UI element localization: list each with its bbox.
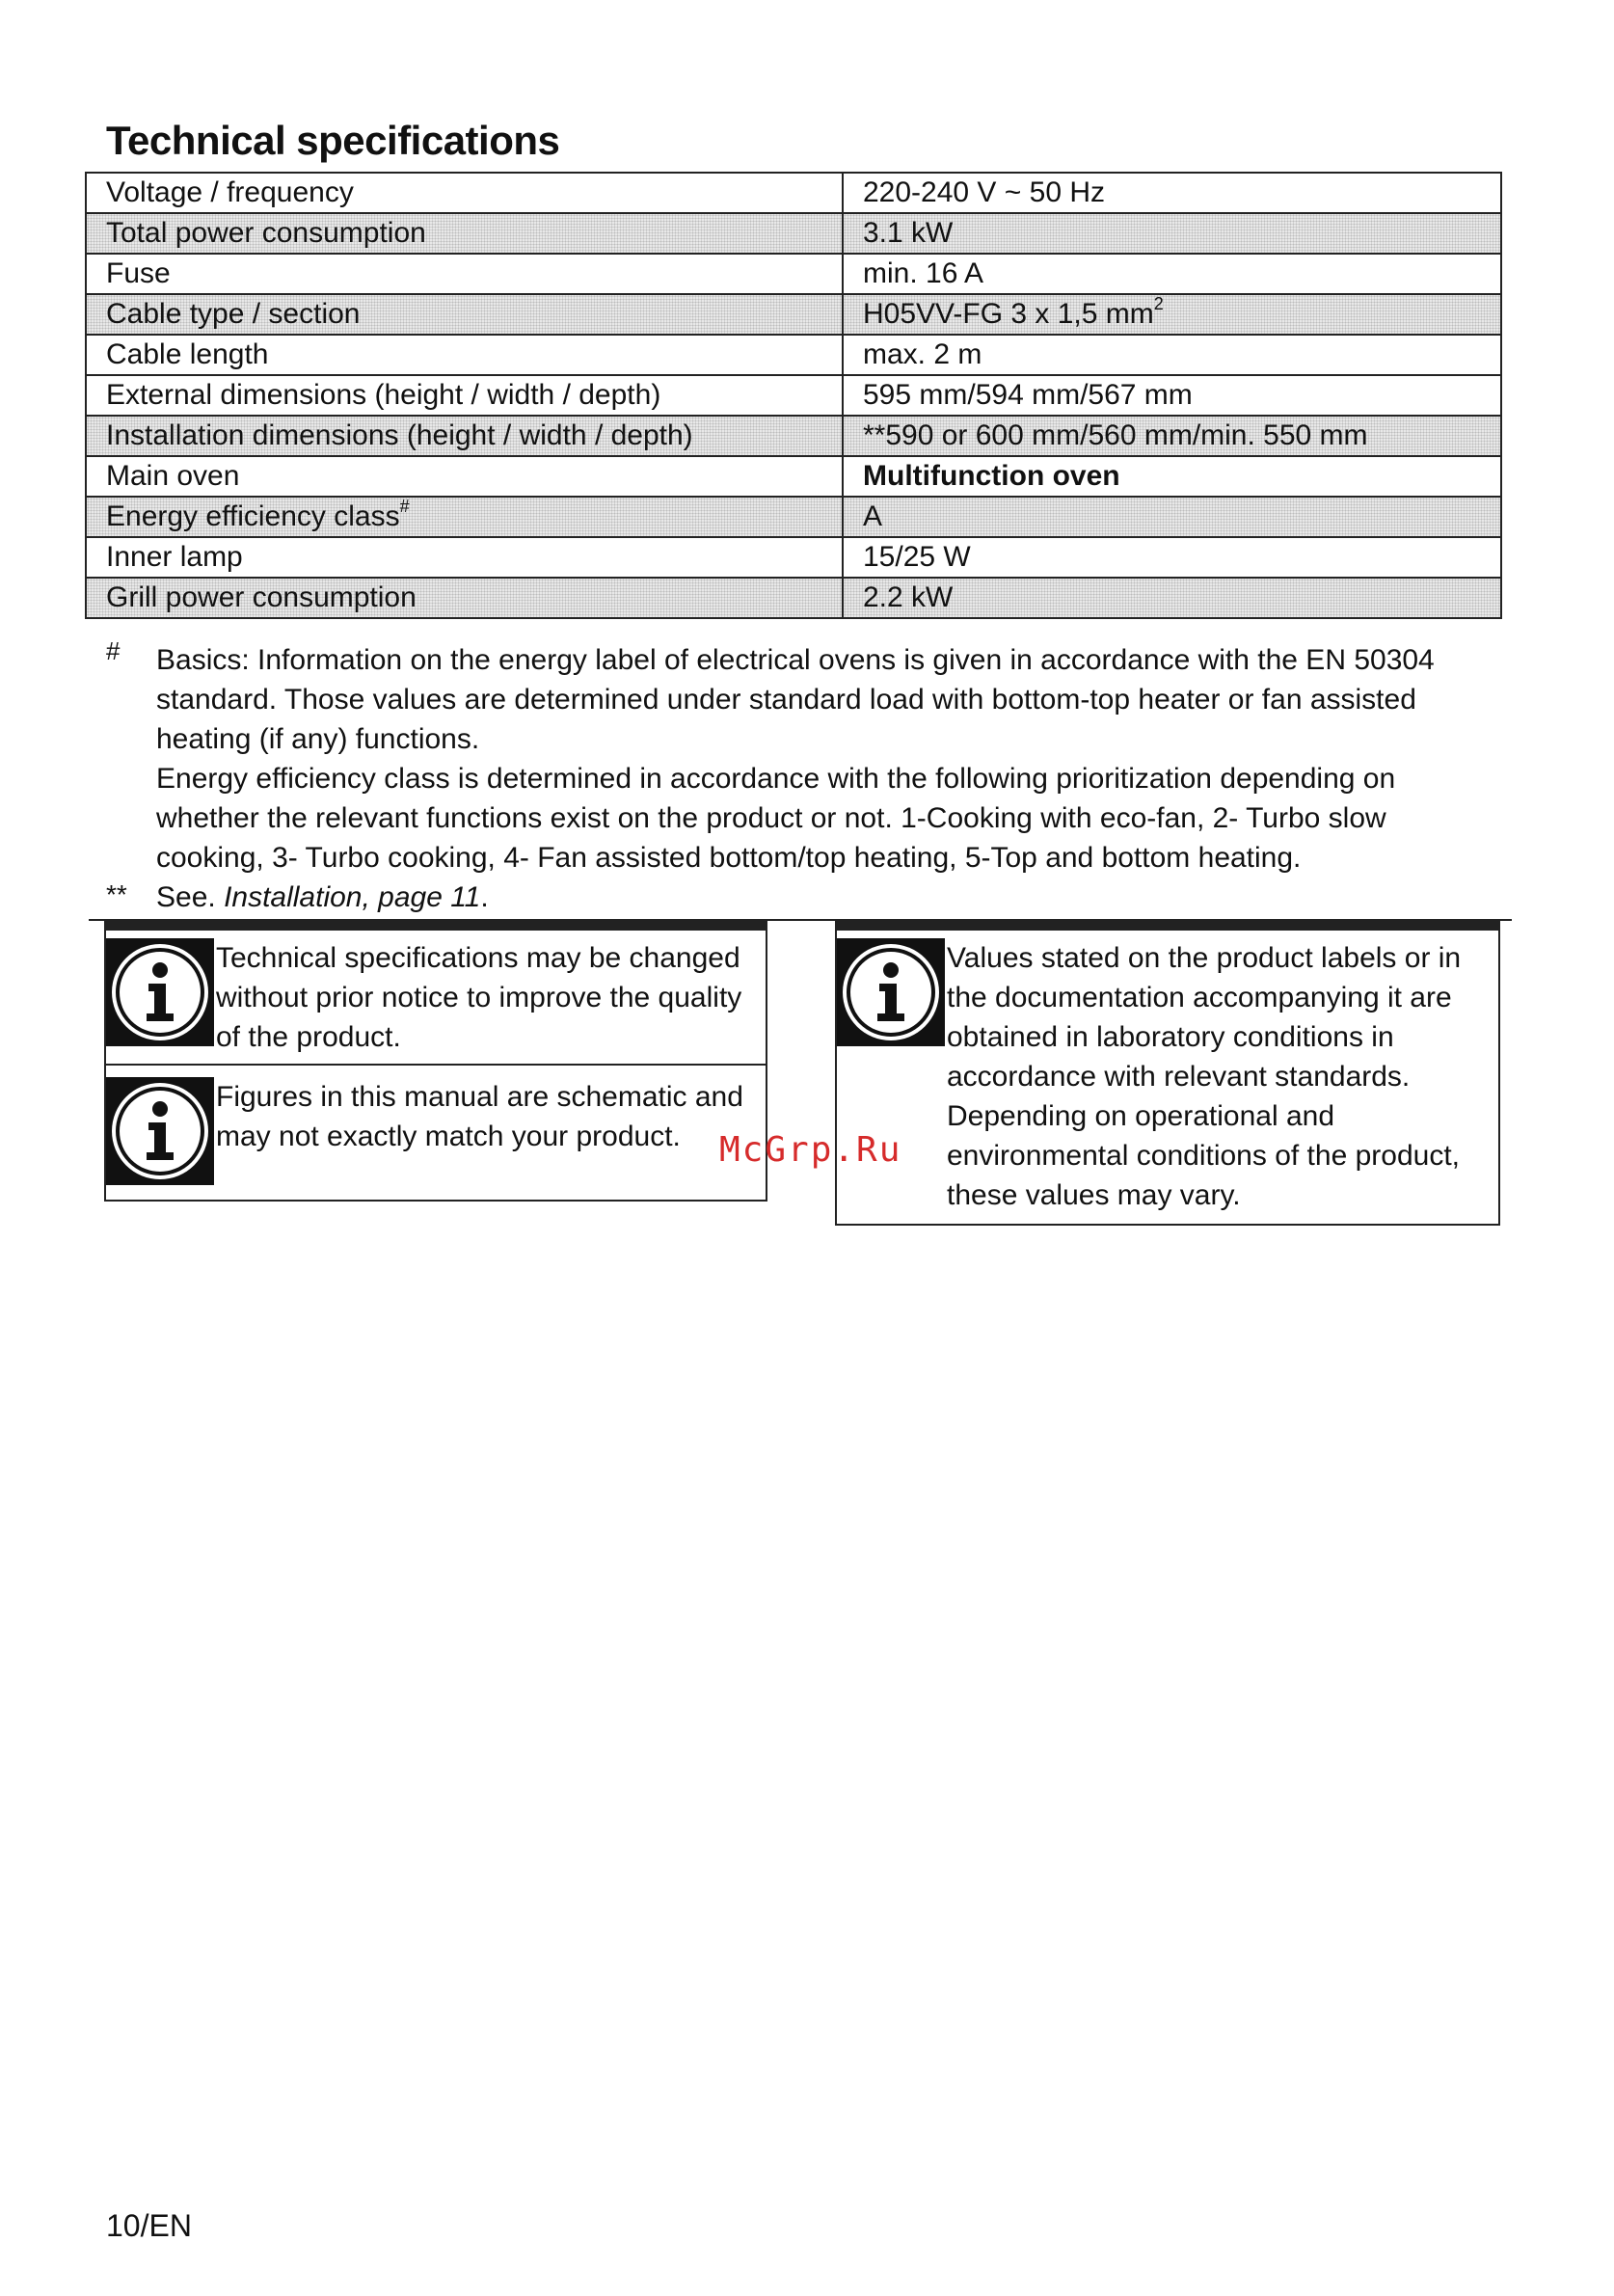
- footnote-hash: [156, 640, 1487, 878]
- box-top-bar: [106, 923, 766, 931]
- table-row: [86, 335, 1501, 375]
- footnote-paragraph: Energy efficiency class is determined in accordance with the following prioritization depending on whether the relevant functions exist on the product or not. 1-Cooking with eco-fan, 2- Turbo slow cooking, 3- Turbo cooking, 4- Fan assisted bottom/top heating, 5-Top and bottom heating.: [156, 763, 1396, 874]
- spec-label: Inner lamp: [86, 537, 843, 578]
- superscript: 2: [1153, 294, 1164, 313]
- table-row: [86, 537, 1501, 578]
- spec-value: A: [843, 497, 1501, 537]
- spec-label: External dimensions (height / width / depth): [86, 375, 843, 416]
- info-note-text: Values stated on the product labels or in the documentation accompanying it are obtained in laboratory conditions in accordance with relevant standards. Depending on operational and environmental conditions of the product, these values may vary.: [947, 942, 1462, 1211]
- table-row: [86, 375, 1501, 416]
- spec-value: 220-240 V ~ 50 Hz: [843, 173, 1501, 213]
- page-title: Technical specifications: [106, 118, 560, 163]
- spec-value: **590 or 600 mm/560 mm/min. 550 mm: [843, 416, 1501, 456]
- cross-reference-link[interactable]: Installation, page 11: [224, 881, 481, 913]
- spec-label: [86, 497, 843, 537]
- footnote-star: [156, 878, 1487, 917]
- box-divider: [106, 1064, 766, 1066]
- superscript: #: [399, 497, 410, 516]
- spec-label: Total power consumption: [86, 213, 843, 254]
- table-row: [86, 578, 1501, 618]
- spec-value: 15/25 W: [843, 537, 1501, 578]
- table-row: [86, 213, 1501, 254]
- spec-value: Multifunction oven: [843, 456, 1501, 497]
- spec-value: min. 16 A: [843, 254, 1501, 294]
- spec-label-text: Energy efficiency class: [106, 500, 400, 532]
- table-row: [86, 497, 1501, 537]
- info-note-text: Technical specifications may be changed without prior notice to improve the quality of the product.: [216, 942, 742, 1053]
- spec-table: [85, 172, 1502, 619]
- footnote-star-mark: **: [106, 879, 127, 909]
- spec-label: Cable type / section: [86, 294, 843, 335]
- table-row: [86, 456, 1501, 497]
- spec-value: 2.2 kW: [843, 578, 1501, 618]
- box-top-bar: [837, 923, 1498, 931]
- info-icon: [106, 938, 214, 1046]
- info-icon: [837, 938, 945, 1046]
- spec-value: 595 mm/594 mm/567 mm: [843, 375, 1501, 416]
- spec-value: max. 2 m: [843, 335, 1501, 375]
- footnote-hash-mark: #: [106, 636, 121, 665]
- spec-label: Grill power consumption: [86, 578, 843, 618]
- spec-value: [843, 294, 1501, 335]
- spec-label: Fuse: [86, 254, 843, 294]
- table-row: [86, 173, 1501, 213]
- spec-label: Main oven: [86, 456, 843, 497]
- spec-label: Cable length: [86, 335, 843, 375]
- table-row: [86, 416, 1501, 456]
- table-row: [86, 294, 1501, 335]
- info-icon: [106, 1077, 214, 1185]
- spec-label: Voltage / frequency: [86, 173, 843, 213]
- footnote-star-suffix: .: [480, 881, 489, 913]
- page-number: 10/EN: [106, 2208, 192, 2243]
- spec-value-text: H05VV-FG 3 x 1,5 mm: [863, 298, 1154, 330]
- watermark: McGrp.Ru: [719, 1130, 902, 1170]
- footnote-paragraph: Basics: Information on the energy label of electrical ovens is given in accordance with the EN 50304 standard. Those values are determined under standard load with bottom-top heater or fan assisted heating (if any) functions.: [156, 644, 1435, 755]
- info-box-right: [835, 921, 1500, 1226]
- info-note-text: Figures in this manual are schematic and may not exactly match your product.: [216, 1081, 743, 1152]
- info-box-left: [104, 921, 767, 1202]
- table-row: [86, 254, 1501, 294]
- footnote-star-prefix: See.: [156, 881, 225, 913]
- spec-value: 3.1 kW: [843, 213, 1501, 254]
- spec-label: Installation dimensions (height / width / depth): [86, 416, 843, 456]
